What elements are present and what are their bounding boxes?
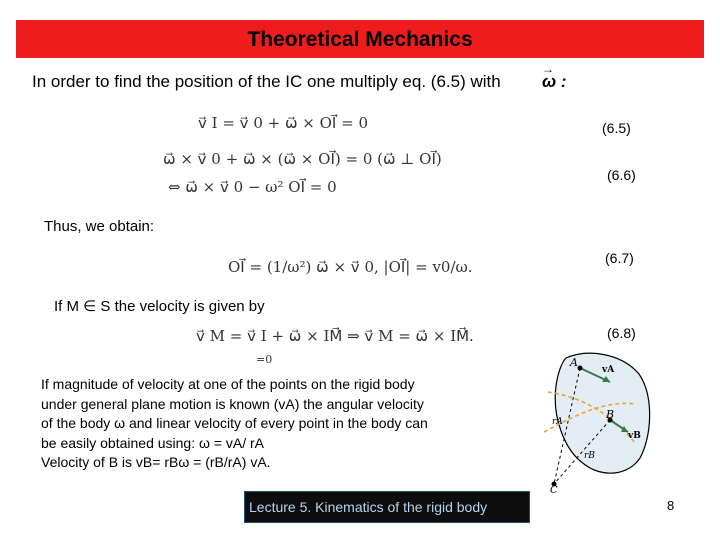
label-va: vA xyxy=(602,365,615,375)
equation-number-6-8: (6.8) xyxy=(607,325,636,341)
label-c: C xyxy=(550,485,558,494)
equation-number-6-5: (6.5) xyxy=(602,120,631,136)
page-number: 8 xyxy=(667,498,675,513)
omega-symbol: ω xyxy=(542,72,557,91)
label-a: A xyxy=(570,356,578,369)
paragraph-line-4: be easily obtained using: ω = vA/ rA xyxy=(41,434,265,451)
label-b: B xyxy=(606,408,615,421)
equation-number-6-7: (6.7) xyxy=(605,250,634,266)
thus-text: Thus, we obtain: xyxy=(44,218,155,235)
paragraph-line-2: under general plane motion is known (vA) the angular velocity xyxy=(41,395,424,412)
paragraph-line-5: Velocity of B is vB= rBω = (rB/rA) vA. xyxy=(41,454,271,470)
equation-6-6-line1: ω⃗ × v⃗ 0 + ω⃗ × (ω⃗ × OI⃗) = 0 (ω⃗ ⊥ OI⃗) xyxy=(163,150,442,168)
point-a xyxy=(578,366,583,371)
title-bar xyxy=(16,20,704,58)
explanation-paragraph xyxy=(41,375,501,473)
paragraph-line-1: If magnitude of velocity at one of the points on the rigid body xyxy=(41,376,415,392)
intro-suffix: : xyxy=(556,72,567,91)
equation-6-8: v⃗ M = v⃗ I + ω⃗ × IM⃗ ⇒ v⃗ M = ω⃗ × IM⃗. xyxy=(196,327,474,345)
footer-lecture-title: Lecture 5. Kinematics of the rigid body xyxy=(249,499,488,515)
intro-sentence: In order to find the position of the IC one multiply eq. (6.5) with xyxy=(32,72,501,91)
footer-banner xyxy=(244,491,530,523)
paragraph-line-3: of the body ω and linear velocity of every point in the body can xyxy=(41,415,428,431)
omega-vector-symbol: → ω : xyxy=(542,62,567,91)
label-ra: rA xyxy=(552,417,563,427)
slide-title: Theoretical Mechanics xyxy=(247,28,473,51)
if-m-text: If M ∈ S the velocity is given by xyxy=(54,298,265,315)
equation-6-5: v⃗ I = v⃗ 0 + ω⃗ × OI⃗ = 0 xyxy=(198,114,369,132)
intro-text xyxy=(32,62,567,92)
equation-number-6-6: (6.6) xyxy=(607,167,636,183)
label-vb: vB xyxy=(628,431,641,441)
equation-6-8-underbrace: =0 xyxy=(256,353,273,366)
equation-6-6-line2: ⇔ ω⃗ × v⃗ 0 − ω² OI⃗ = 0 xyxy=(168,178,337,196)
equation-6-7: OI⃗ = (1/ω²) ω⃗ × v⃗ 0, |OI⃗| = v0/ω. xyxy=(228,258,473,276)
label-rb: rB xyxy=(584,451,595,461)
rigid-body-diagram xyxy=(544,346,660,494)
